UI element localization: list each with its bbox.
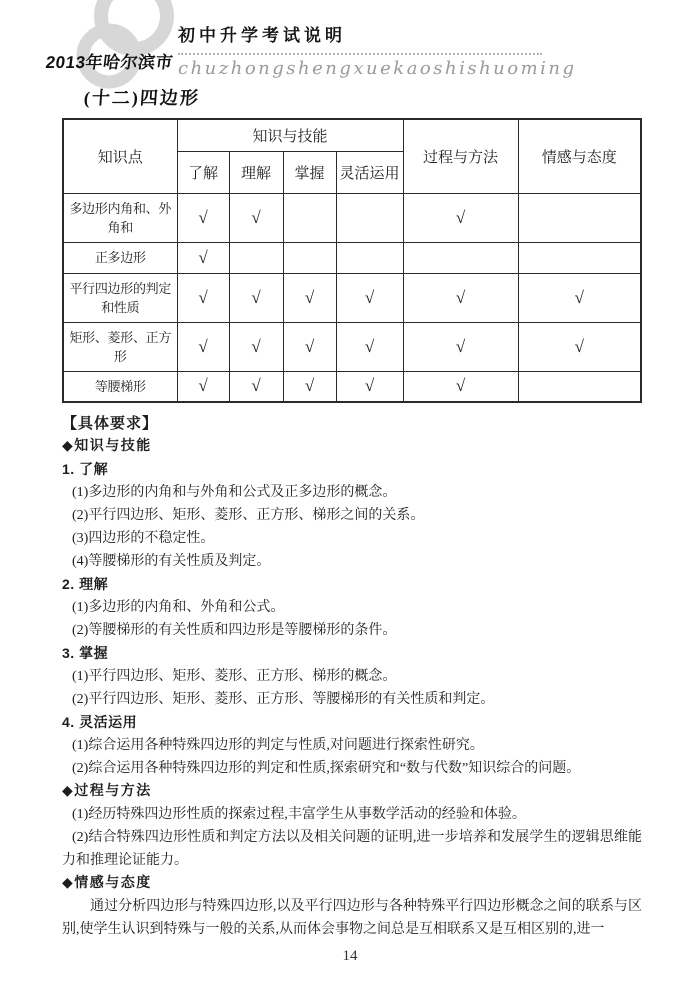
col-header-knowledge-skills: 知识与技能 <box>177 119 403 151</box>
table-body <box>63 193 641 402</box>
skills-matrix-table <box>62 118 642 403</box>
check-cell: √ <box>283 371 336 402</box>
empty-cell <box>283 242 336 273</box>
table-row <box>63 242 641 273</box>
col-header-knowledge-point: 知识点 <box>63 119 177 193</box>
requirements-heading: 【具体要求】 <box>62 415 159 432</box>
check-cell: √ <box>229 273 283 322</box>
table-row <box>63 193 641 242</box>
empty-cell <box>336 193 403 242</box>
check-cell: √ <box>177 322 229 371</box>
col-header-flexible-use: 灵活运用 <box>336 151 403 193</box>
col-header-master: 掌握 <box>283 151 336 193</box>
section-title: (十二)四边形 <box>83 88 201 108</box>
check-cell: √ <box>336 322 403 371</box>
empty-cell <box>518 242 641 273</box>
title-block <box>178 21 577 79</box>
requirement-para: 通过分析四边形与特殊四边形,以及平行四边形与各种特殊平行四边形概念之间的联系与区别,使学生认识到特殊与一般的关系,从而体会事物之间总是互相联系又是互相区别的,进一 <box>62 899 642 937</box>
requirement-item: (2)结合特殊四边形性质和判定方法以及相关问题的证明,进一步培养和发展学生的逻辑思维能力和推理论证能力。 <box>62 830 642 868</box>
check-cell: √ <box>177 273 229 322</box>
check-cell: √ <box>229 193 283 242</box>
table-row <box>63 322 641 371</box>
check-cell: √ <box>518 273 641 322</box>
check-cell: √ <box>403 193 518 242</box>
check-cell: √ <box>283 322 336 371</box>
knowledge-point-cell: 正多边形 <box>63 242 177 273</box>
requirement-item: (2)平行四边形、矩形、菱形、正方形、等腰梯形的有关性质和判定。 <box>72 692 495 707</box>
page-header <box>0 0 700 118</box>
knowledge-point-cell: 等腰梯形 <box>63 371 177 402</box>
check-cell: √ <box>229 322 283 371</box>
col-header-emotion-attitude: 情感与态度 <box>518 119 641 193</box>
check-cell: √ <box>403 371 518 402</box>
check-cell: √ <box>177 371 229 402</box>
check-cell: √ <box>518 322 641 371</box>
check-cell: √ <box>336 371 403 402</box>
empty-cell <box>283 193 336 242</box>
requirement-sub: ◆情感与态度 <box>62 876 152 891</box>
title-pinyin: chuzhongshengxuekaoshishuoming <box>178 58 577 79</box>
requirement-num: 4. 灵活运用 <box>62 714 138 730</box>
knowledge-point-cell: 平行四边形的判定和性质 <box>63 273 177 322</box>
check-cell: √ <box>403 273 518 322</box>
col-header-process-method: 过程与方法 <box>403 119 518 193</box>
check-cell: √ <box>283 273 336 322</box>
requirement-num: 3. 掌握 <box>62 645 109 661</box>
empty-cell <box>403 242 518 273</box>
empty-cell <box>229 242 283 273</box>
requirement-num: 1. 了解 <box>62 461 109 477</box>
table-row <box>63 371 641 402</box>
requirement-item: (2)综合运用各种特殊四边形的判定和性质,探索研究和“数与代数”知识综合的问题。 <box>72 761 581 776</box>
requirement-item: (1)平行四边形、矩形、菱形、正方形、梯形的概念。 <box>72 669 397 684</box>
page-number: 14 <box>342 948 358 964</box>
knowledge-point-cell: 矩形、菱形、正方形 <box>63 322 177 371</box>
requirement-num: 2. 理解 <box>62 576 109 592</box>
requirement-sub: ◆知识与技能 <box>62 439 152 454</box>
requirements-body <box>62 435 642 941</box>
requirement-sub: ◆过程与方法 <box>62 784 152 799</box>
col-header-understand-basic: 了解 <box>177 151 229 193</box>
empty-cell <box>518 193 641 242</box>
empty-cell <box>336 242 403 273</box>
requirement-item: (1)多边形的内角和与外角和公式及正多边形的概念。 <box>72 485 397 500</box>
requirement-item: (1)经历特殊四边形性质的探索过程,丰富学生从事数学活动的经验和体验。 <box>72 807 526 822</box>
requirement-item: (2)平行四边形、矩形、菱形、正方形、梯形之间的关系。 <box>72 508 425 523</box>
col-header-comprehend: 理解 <box>229 151 283 193</box>
check-cell: √ <box>177 193 229 242</box>
requirement-item: (3)四边形的不稳定性。 <box>72 531 215 546</box>
check-cell: √ <box>403 322 518 371</box>
table-header-row-1 <box>63 119 641 151</box>
edition-label: 2013年哈尔滨市 <box>44 53 175 72</box>
requirement-item: (1)多边形的内角和、外角和公式。 <box>72 600 285 615</box>
check-cell: √ <box>336 273 403 322</box>
check-cell: √ <box>177 242 229 273</box>
document-title: 初中升学考试说明 <box>178 21 542 55</box>
check-cell: √ <box>229 371 283 402</box>
requirements-section <box>62 412 642 941</box>
requirement-item: (1)综合运用各种特殊四边形的判定与性质,对问题进行探索性研究。 <box>72 738 484 753</box>
requirement-item: (4)等腰梯形的有关性质及判定。 <box>72 554 271 569</box>
empty-cell <box>518 371 641 402</box>
knowledge-point-cell: 多边形内角和、外角和 <box>63 193 177 242</box>
requirement-item: (2)等腰梯形的有关性质和四边形是等腰梯形的条件。 <box>72 623 397 638</box>
table-row <box>63 273 641 322</box>
